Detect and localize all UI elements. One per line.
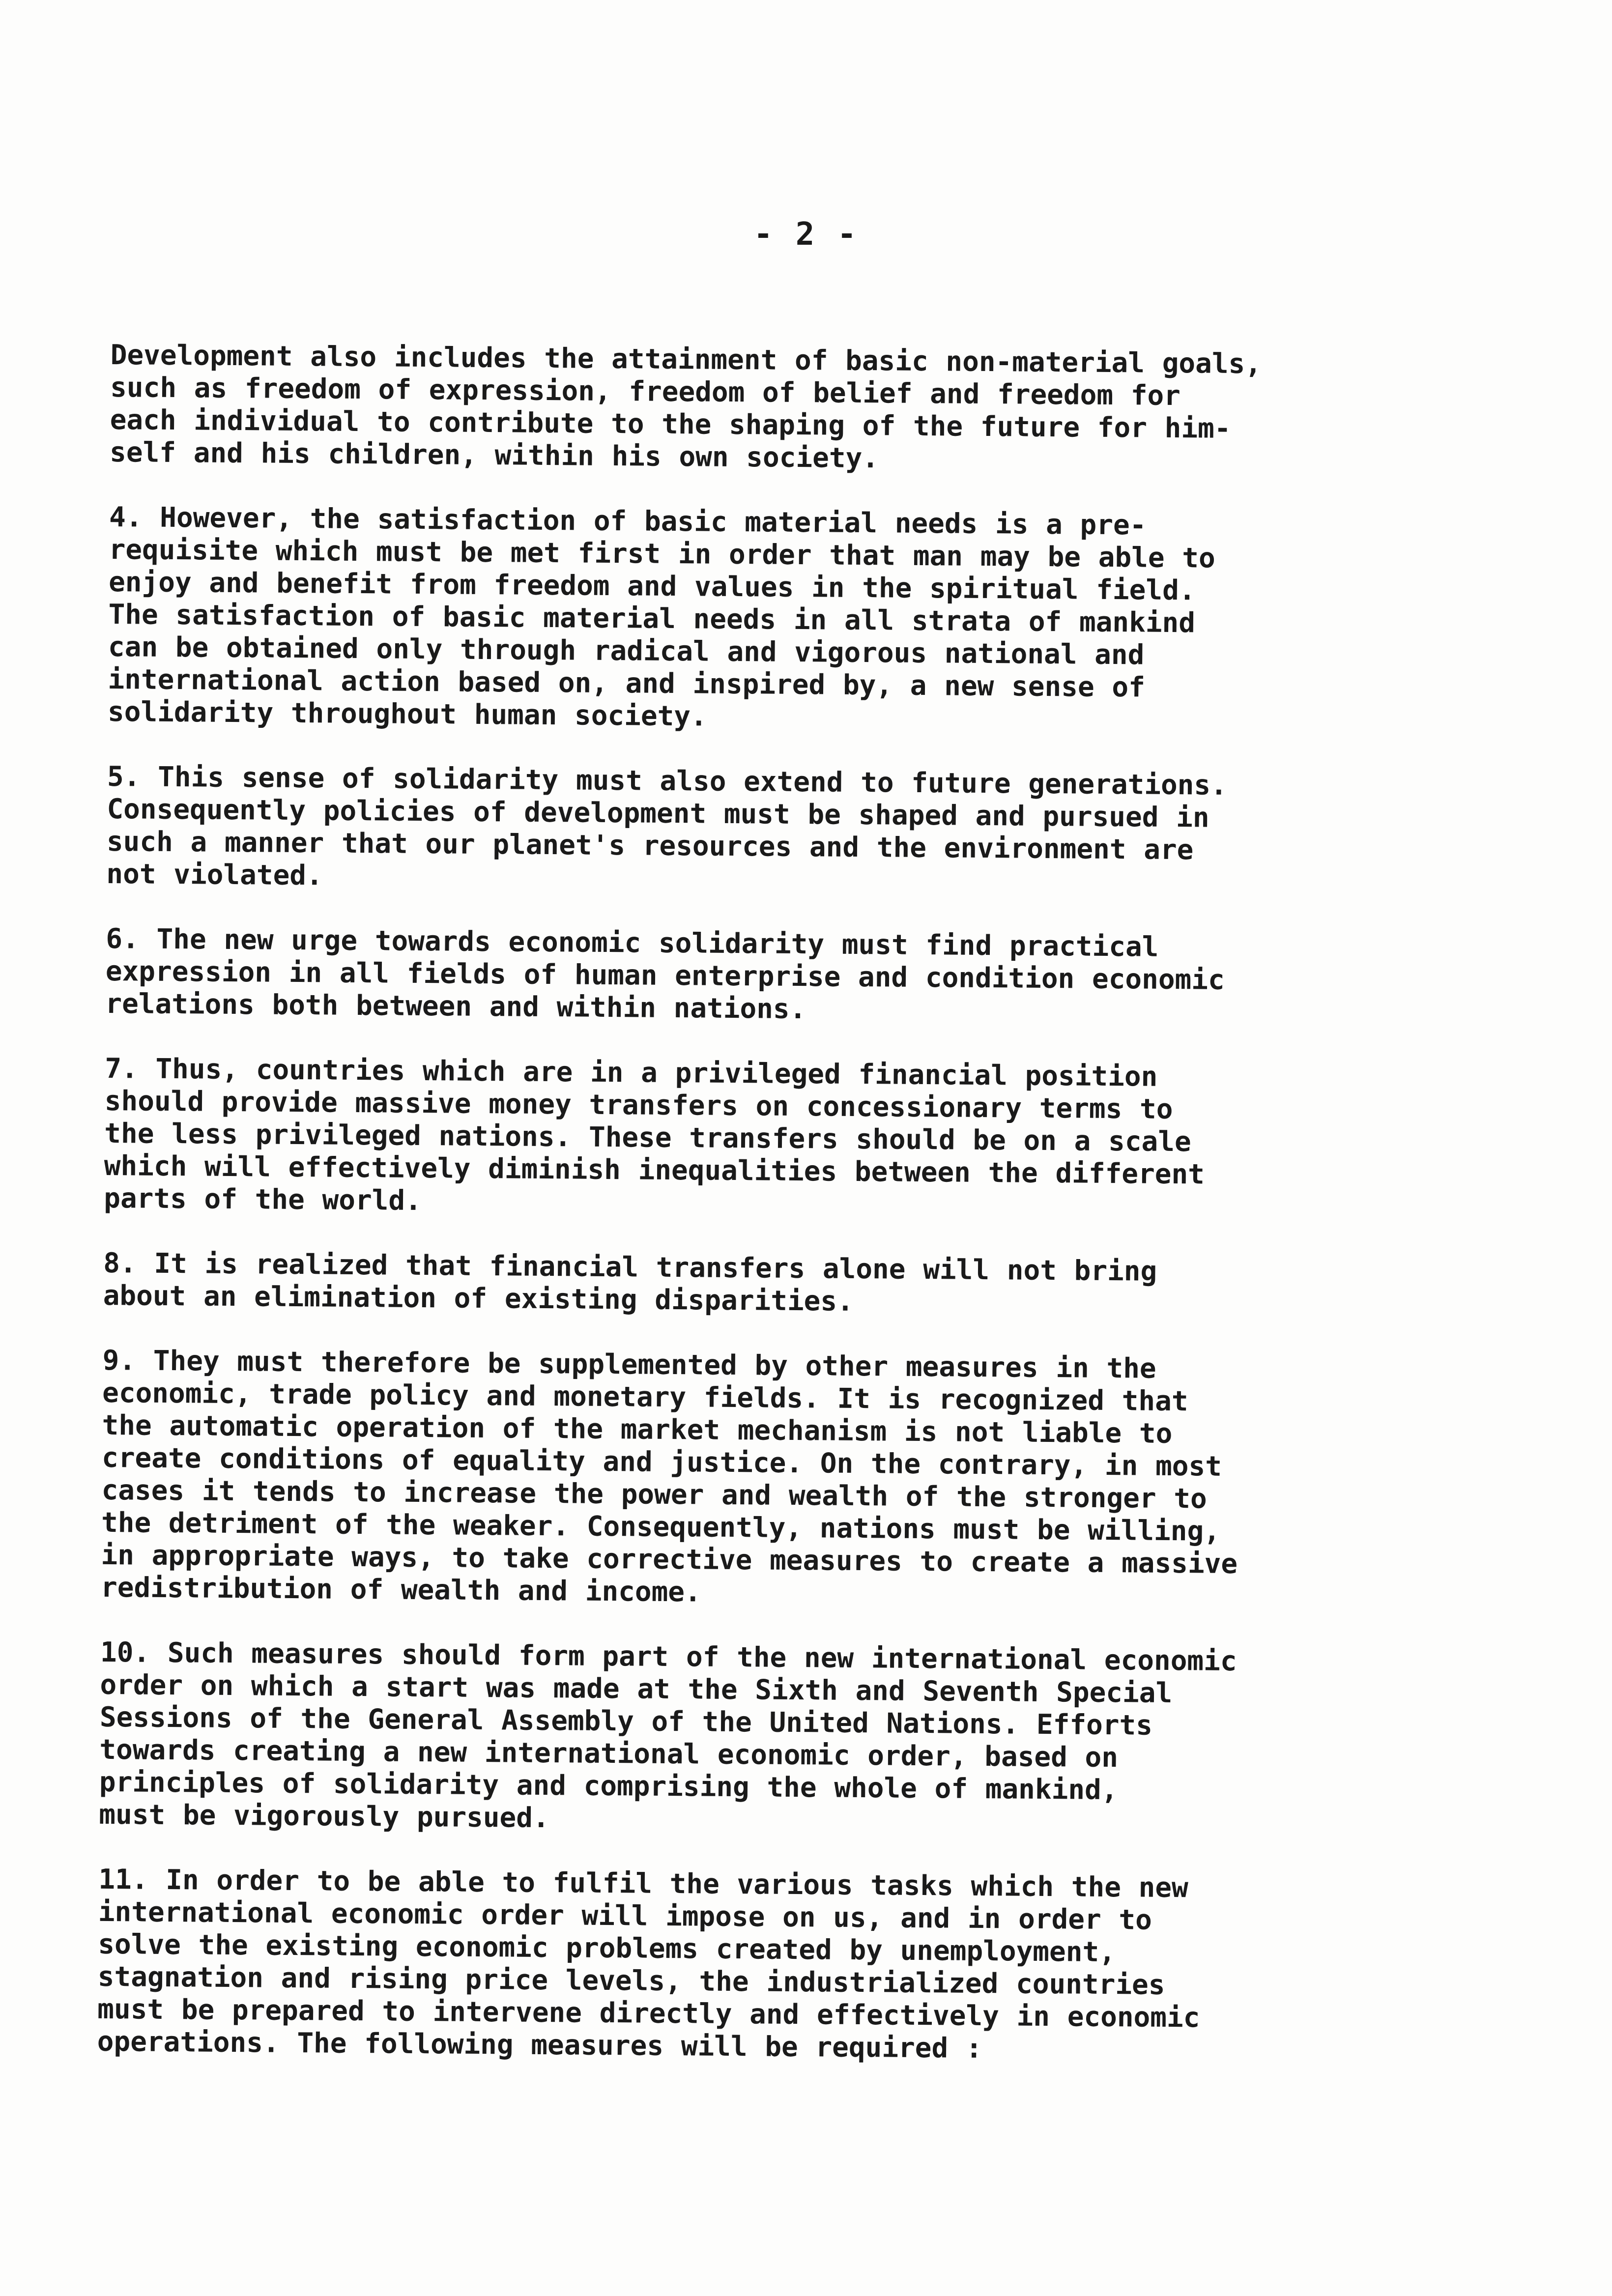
paragraph-5	[106, 761, 1508, 901]
paragraph-text: They must therefore be supplemented by other measures in the economic, trade policy and monetary fields. It is recognized that the automatic operation of the market mechanism is not liable to create conditions of equality and justice. On the contrary, in most cases it tends to increase the power and wealth of the stronger to the detriment of the weaker. Consequently, nations must be willing, in appropriate ways, to take corrective measures to create a massive redistribution of wealth and income.	[100, 1345, 1238, 1608]
page-number: - 2 -	[753, 216, 859, 253]
paragraph-number: 11.	[98, 1863, 148, 1896]
paragraph-11	[97, 1864, 1499, 2069]
paragraph-number: 4.	[109, 501, 143, 534]
paragraph-text: Such measures should form part of the new international economic order on which a start was made at the Sixth and Seventh Special Sessions of the General Assembly of the United Nations. Efforts towards creating a new international economic order, based on principles of solidarity and comprising the whole of mankind, must be vigorously pursued.	[99, 1636, 1237, 1835]
paragraph-text: This sense of solidarity must also extend to future generations. Consequently policies of development must be shaped and pursued in such a manner that our planet's resources and the environment are not violated.	[106, 761, 1228, 892]
paragraph-text: However, the satisfaction of basic material needs is a pre- requisite which must be met first in order that man may be able to enjoy and benefit from freedom and values in the spiritual field. The satisfaction of basic material needs in all strata of mankind can be obtained only through radical and vigorous national and international action based on, and inspired by, a new sense of solidarity throughout human society.	[107, 501, 1216, 733]
paragraph-text: It is realized that financial transfers alone will not bring about an elimination of existing disparities.	[103, 1247, 1157, 1318]
paragraph-text: In order to be able to fulfil the various tasks which the new international economic order will impose on us, and in order to solve the existing economic problems created by unemployment, stagnation and rising price levels, the industrialized countries must be prepared to intervene directly and effectively in economic operations. The following measures will be required :	[97, 1864, 1200, 2065]
paragraph-text: The new urge towards economic solidarity must find practical expression in all fields of human enterprise and condition economic relations both between and within nations.	[105, 923, 1225, 1026]
paragraph-9	[101, 1345, 1503, 1615]
paragraph-number: 5.	[107, 760, 141, 793]
paragraph-7	[104, 1053, 1506, 1226]
paragraph-8	[103, 1247, 1504, 1323]
paragraph-4	[108, 501, 1510, 739]
paragraph-number: 6.	[106, 922, 140, 955]
paragraph-text: Development also includes the attainment of basic non-material goals, such as freedom of expression, freedom of belief and freedom for each individual to contribute to the shaping of the future for him- self and his children, within his own society.	[109, 339, 1262, 475]
paragraph-number: 10.	[100, 1636, 150, 1669]
paragraph-number: 8.	[103, 1247, 137, 1280]
paragraph-6	[105, 923, 1506, 1031]
paragraph-number: 9.	[102, 1344, 136, 1377]
paragraph-10	[99, 1636, 1501, 1842]
paragraph-number: 7.	[105, 1052, 139, 1085]
paragraph-continuation	[110, 339, 1511, 480]
paragraph-text: Thus, countries which are in a privileged financial position should provide massive money transfers on concessionary terms to the less privileged nations. These transfers should be on a scale which will effectively diminish inequalities between the different parts of the world.	[104, 1053, 1205, 1217]
document-body	[97, 339, 1511, 2101]
